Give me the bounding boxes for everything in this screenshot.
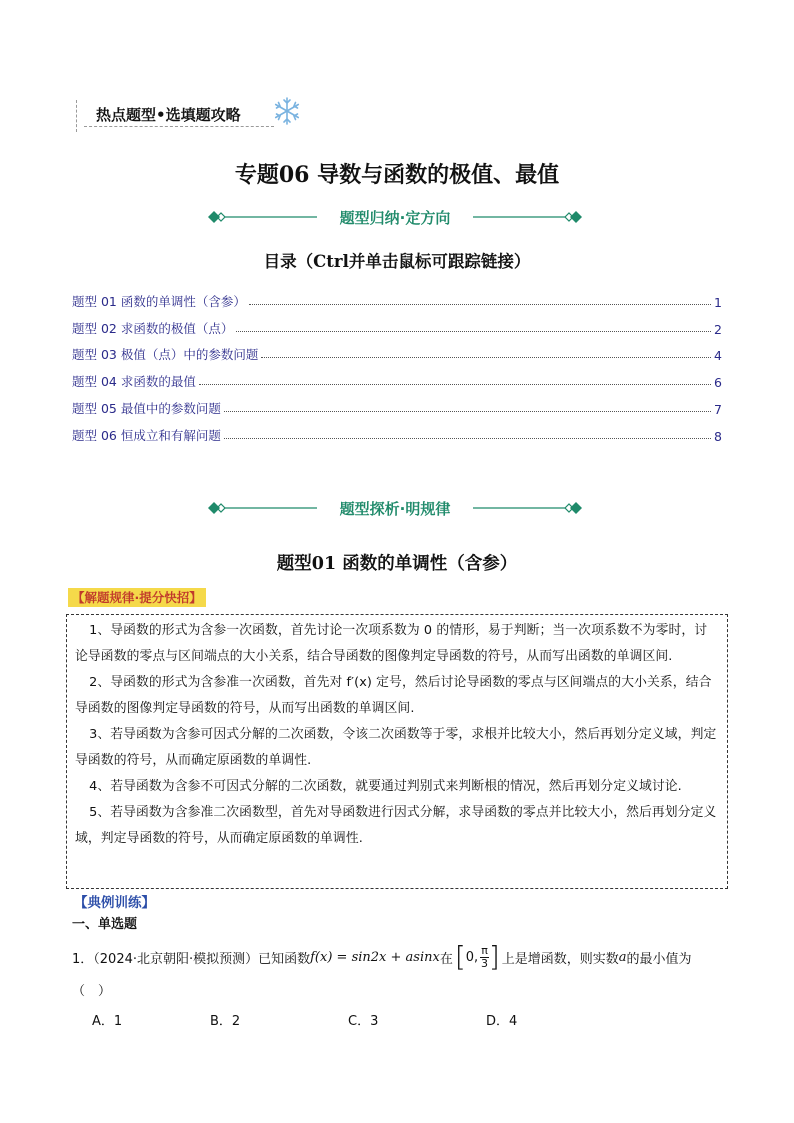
toc-leader [224,411,711,412]
interval-expression [454,940,500,973]
question-prefix: 1．（2024·北京朝阳·模拟预测）已知函数 [72,951,311,967]
question-suffix: 上是增函数，则实数 [501,951,619,967]
section-banner-1 [205,206,585,228]
header-tag [76,96,316,134]
question-formula: f(x) = sin2x + asinx [310,949,440,965]
toc-item-page: 8 [714,428,722,444]
toc-item[interactable] [72,310,722,337]
fraction-numerator: π [481,943,488,957]
rule-paragraph: 4、若导函数为含参不可因式分解的二次函数，就要通过判别式来判断根的情况，然后再划分定义域讨论. [89,779,682,794]
rule-paragraph: 2、导函数的形式为含参准一次函数，首先对 f′(x) 定号，然后讨论导函数的零点与区间端点的大小关系，结合导函数的图像判定导函数的符号，从而写出函数的单调区间. [75,675,712,716]
toc-title: 目录（Ctrl并单击鼠标可跟踪链接） [263,252,531,271]
toc-item-label: 题型 02 求函数的极值（点） [72,320,234,336]
rule-paragraph: 3、若导函数为含参可因式分解的二次函数，令该二次函数等于零，求根并比较大小，然后再划分定义域，判定导函数的符号，从而确定原函数的单调性. [75,727,717,768]
toc-item-page: 1 [714,294,722,310]
section-banner-2 [205,497,585,519]
toc-leader [236,331,711,332]
toc-leader [261,357,711,358]
banner-2-label: 题型探析·明规律 [339,500,451,518]
option-c[interactable]: C．3 [348,1014,379,1029]
toc-item-page: 6 [714,375,722,391]
rule-paragraph: 1、导函数的形式为含参一次函数，首先讨论一次项系数为 0 的情形，易于判断；当一次项系数不为零时，讨论导函数的零点与区间端点的大小关系，结合导函数的图像判定导函数的符号，从而写出函数的单调区间. [75,623,708,664]
table-of-contents [72,283,722,444]
toc-item-page: 2 [714,321,722,337]
toc-item-label: 题型 01 函数的单调性（含参） [72,293,246,309]
toc-item[interactable] [72,283,722,310]
toc-item-page: 4 [714,348,722,364]
rules-tag: 【解题规律·提分快招】 [68,588,206,607]
question-end: 的最小值为 [626,951,692,967]
toc-item[interactable] [72,417,722,444]
toc-item[interactable] [72,337,722,364]
option-a[interactable]: A．1 [92,1014,123,1029]
page-title: 专题06 导数与函数的极值、最值 [234,162,560,188]
interval-right-bracket: ] [488,940,500,973]
interval-left: 0, [465,949,479,965]
toc-leader [249,304,711,305]
toc-leader [224,438,711,439]
snowflake-icon [272,96,302,126]
option-d[interactable]: D．4 [486,1014,518,1029]
rules-box [66,614,728,889]
toc-leader [199,384,711,385]
header-vertical-line [76,100,77,132]
fraction-denominator: 3 [481,956,488,970]
toc-item[interactable] [72,390,722,417]
section-heading: 题型01 函数的单调性（含参） [276,554,518,574]
banner-1-label: 题型归纳·定方向 [339,209,451,227]
toc-item[interactable] [72,363,722,390]
question-variable: a [618,949,627,965]
header-underline [84,126,274,127]
example-tag: 【典例训练】 [74,895,155,911]
interval-fraction [480,945,489,970]
question-section-title: 一、单选题 [72,917,138,932]
toc-item-label: 题型 05 最值中的参数问题 [72,400,221,416]
question-mid: 在 [439,951,453,967]
answer-parentheses: （ ） [72,984,112,999]
toc-item-label: 题型 04 求函数的最值 [72,374,196,390]
toc-item-label: 题型 03 极值（点）中的参数问题 [72,347,259,363]
rule-paragraph: 5、若导函数为含参准二次函数型，首先对导函数进行因式分解，求导函数的零点并比较大小，然后再划分定义域，判定导函数的符号，从而确定原函数的单调性. [75,805,717,846]
toc-item-label: 题型 06 恒成立和有解问题 [72,427,221,443]
option-b[interactable]: B．2 [210,1014,241,1029]
question-text [72,940,692,973]
header-tag-text: 热点题型•选填题攻略 [96,106,241,124]
interval-left-bracket: [ [454,940,466,973]
toc-item-page: 7 [714,401,722,417]
